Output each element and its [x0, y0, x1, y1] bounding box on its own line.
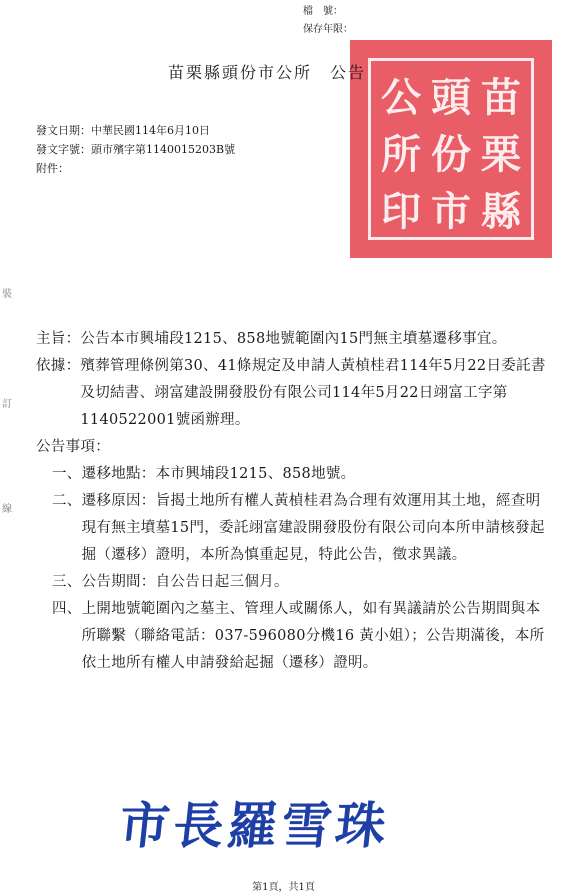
official-seal: [350, 40, 552, 258]
seal-character: 印: [381, 189, 421, 235]
page-title: 苗栗縣頭份市公所 公告: [168, 63, 367, 82]
page-footer: 第1頁，共1頁: [252, 882, 315, 893]
seal-character: 縣: [481, 189, 521, 235]
basis-section: [36, 353, 546, 434]
seal-character: 公: [381, 75, 421, 121]
issue-date: 發文日期：中華民國114年6月10日: [36, 124, 210, 137]
seal-character: 栗: [481, 132, 521, 178]
doc-number: 發文字號：頭市殯字第1140015203B號: [36, 143, 236, 156]
item-number: 一、: [52, 466, 82, 482]
subject-text: 公告本市興埔段1215、858地號範圍內15門無主墳墓遷移事宜。: [80, 331, 507, 347]
list-item: [52, 596, 546, 677]
seal-character: 所: [381, 132, 421, 178]
mayor-signature: 市長羅雪珠: [116, 796, 393, 855]
seal-character: 份: [431, 132, 471, 178]
basis-text: 殯葬管理條例第30、41條規定及申請人黃楨桂君114年5月22日委託書及切結書、翊富建設開發股份有限公司114年5月22日翊富工字第1140522001號函辦理。: [80, 358, 546, 428]
list-item: [52, 569, 546, 596]
item-text: 公告期間：自公告日起三個月。: [81, 574, 289, 590]
retention-label: 保存年限：: [303, 24, 353, 35]
basis-label: 依據：: [36, 358, 81, 374]
list-item: [52, 488, 546, 569]
item-number: 四、: [52, 601, 82, 617]
margin-mark-bind: 裝: [2, 289, 12, 300]
item-text: 遷移原因：旨揭土地所有權人黃楨桂君為合理有效運用其土地，經查明現有無主墳墓15門，委託翊富建設開發股份有限公司向本所申請核發起掘（遷移）證明，本所為慎重起見，特此公告，徵求異議。: [81, 493, 545, 563]
item-text: 上開地號範圍內之墓主、管理人或關係人，如有異議請於公告期間與本所聯繫（聯絡電話：037-596080分機16 黃小姐）；公告期滿後，本所依土地所有權人申請發給起掘（遷移）證明。: [81, 601, 545, 671]
seal-character: 苗: [481, 75, 521, 121]
item-number: 三、: [52, 574, 82, 590]
seal-character: 市: [431, 189, 471, 235]
document-body: [36, 326, 546, 677]
margin-mark-sew: 訂: [2, 399, 12, 410]
attachment: 附件：: [36, 162, 69, 175]
margin-mark-line: 線: [2, 504, 12, 515]
item-number: 二、: [52, 493, 82, 509]
items-heading: 公告事項：: [36, 439, 110, 455]
seal-character: 頭: [431, 75, 471, 121]
subject-label: 主旨：: [36, 331, 81, 347]
list-item: [52, 461, 546, 488]
subject-section: [36, 326, 546, 353]
file-number-label: 檔 號：: [303, 6, 343, 17]
item-text: 遷移地點：本市興埔段1215、858地號。: [81, 466, 356, 482]
